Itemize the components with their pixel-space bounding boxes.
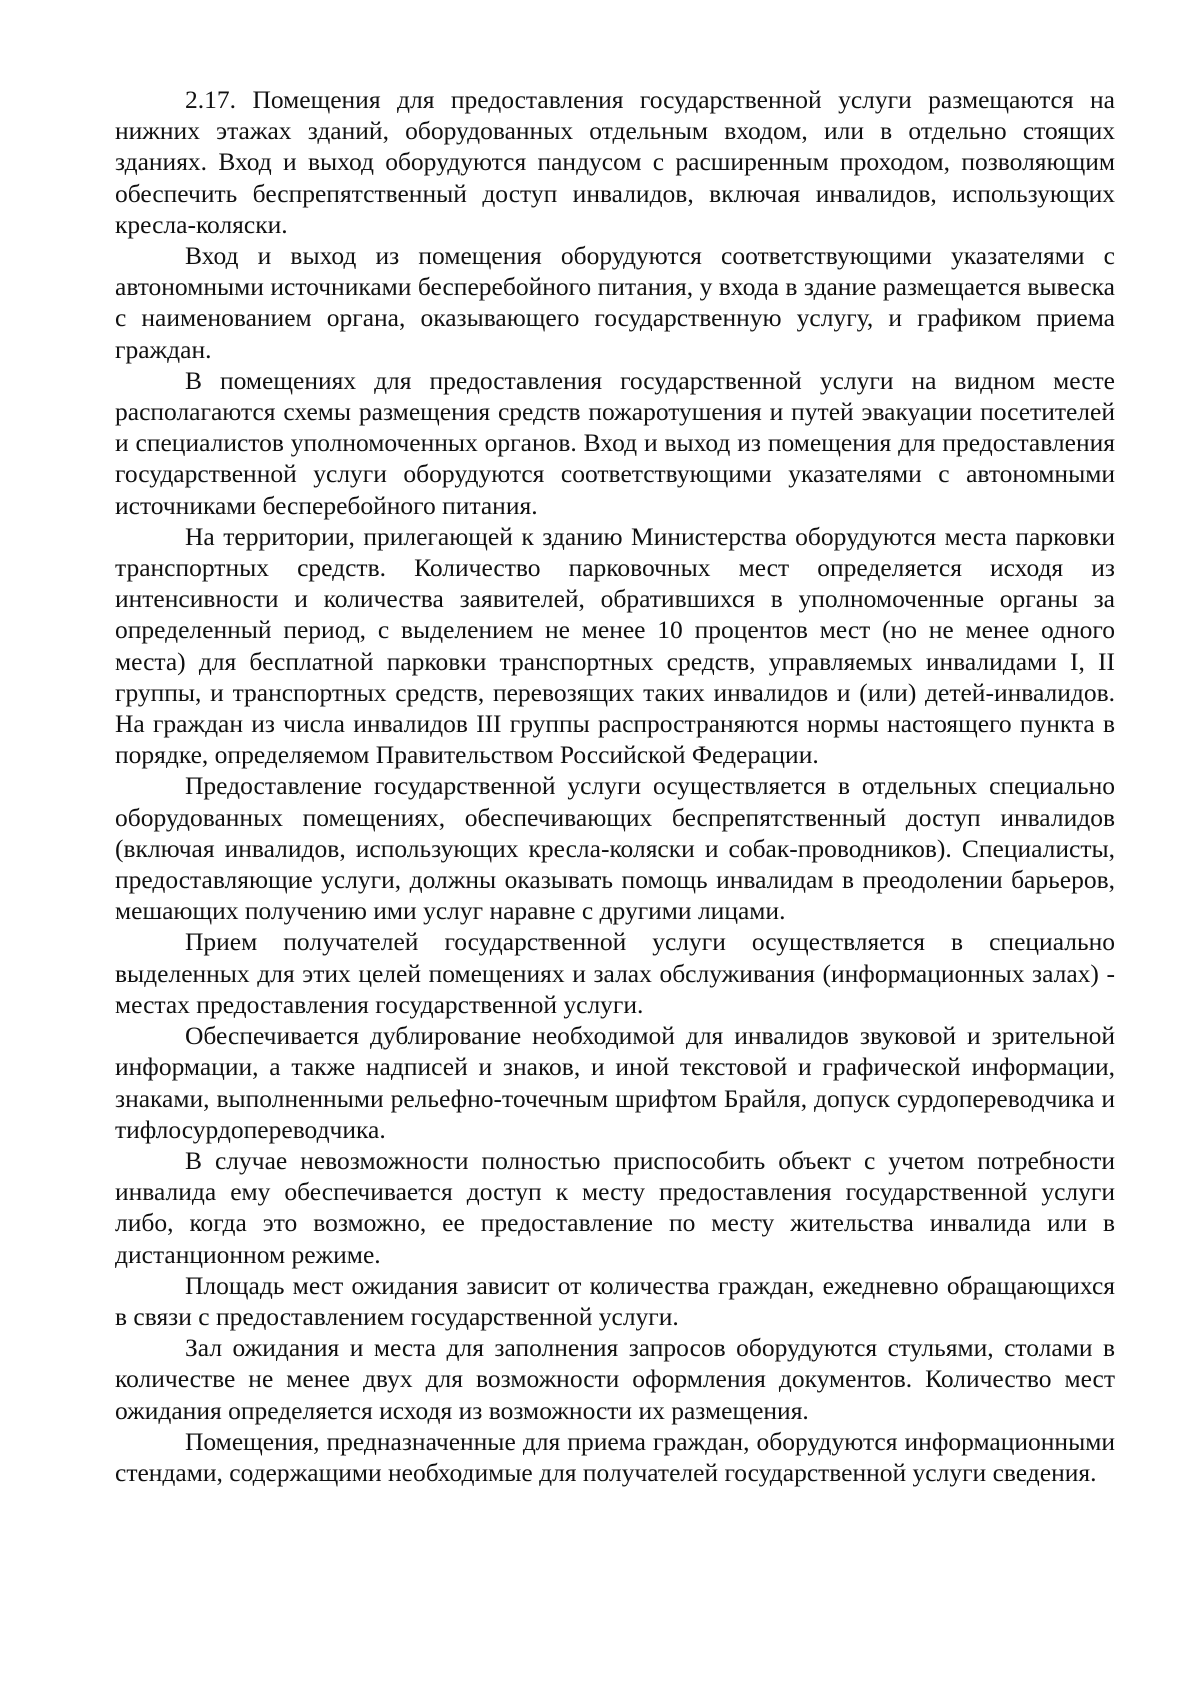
paragraph-waiting-area: Площадь мест ожидания зависит от количества граждан, ежедневно обращающихся в связи с предоставлением государственной услуги.: [115, 1270, 1115, 1331]
paragraph-info-stands: Помещения, предназначенные для приема граждан, оборудуются информационными стендами, содержащими необходимые для получателей государственной услуги сведения.: [115, 1426, 1115, 1487]
paragraph-2-17: 2.17. Помещения для предоставления государственной услуги размещаются на нижних этажах зданий, оборудованных отдельным входом, или в отдельно стоящих зданиях. Вход и выход оборудуются пандусом с расширенным проходом, позволяющим обеспечить беспрепятственный доступ инвалидов, включая инвалидов, использующих кресла-коляски.: [115, 85, 1115, 239]
document-page: [115, 84, 1115, 1644]
paragraph-reception-halls: Прием получателей государственной услуги осуществляется в специально выделенных для этих целей помещениях и залах обслуживания (информационных залах) - местах предоставления государственной услуги.: [115, 927, 1115, 1019]
paragraph-remote-access: В случае невозможности полностью приспособить объект с учетом потребности инвалида ему обеспечивается доступ к месту предоставления государственной услуги либо, когда это возможно, ее предоставление по месту жительства инвалида или в дистанционном режиме.: [115, 1145, 1115, 1269]
paragraph-braille: Обеспечивается дублирование необходимой для инвалидов звуковой и зрительной информации, а также надписей и знаков, и иной текстовой и графической информации, знаками, выполненными рельефно-точечным шрифтом Брайля, допуск сурдопереводчика и тифлосурдопереводчика.: [115, 1021, 1115, 1144]
paragraph-entrance-signs: Вход и выход из помещения оборудуются соответствующими указателями с автономными источниками бесперебойного питания, у входа в здание размещается вывеска с наименованием органа, оказывающего государственную услугу, и графиком приема граждан.: [115, 241, 1115, 364]
paragraph-evacuation-schemes: В помещениях для предоставления государственной услуги на видном месте располагаются схемы размещения средств пожаротушения и путей эвакуации посетителей и специалистов уполномоченных органов. Вход и выход из помещения для предоставления государственной услуги оборудуются соответствующими указателями с автономными источниками бесперебойного питания.: [115, 365, 1115, 520]
paragraph-accessibility: Предоставление государственной услуги осуществляется в отдельных специально оборудованных помещениях, обеспечивающих беспрепятственный доступ инвалидов (включая инвалидов, использующих кресла-коляски и собак-проводников). Специалисты, предоставляющие услуги, должны оказывать помощь инвалидам в преодолении барьеров, мешающих получению ими услуг наравне с другими лицами.: [115, 771, 1115, 926]
paragraph-parking: На территории, прилегающей к зданию Министерства оборудуются места парковки транспортных средств. Количество парковочных мест определяется исходя из интенсивности и количества заявителей, обратившихся в уполномоченные органы за определенный период, с выделением не менее 10 процентов мест (но не менее одного места) для бесплатной парковки транспортных средств, управляемых инвалидами I, II группы, и транспортных средств, перевозящих таких инвалидов и (или) детей-инвалидов. На граждан из числа инвалидов III группы распространяются нормы настоящего пункта в порядке, определяемом Правительством Российской Федерации.: [115, 521, 1115, 770]
paragraph-waiting-hall: Зал ожидания и места для заполнения запросов оборудуются стульями, столами в количестве не менее двух для возможности оформления документов. Количество мест ожидания определяется исходя из возможности их размещения.: [115, 1333, 1115, 1425]
